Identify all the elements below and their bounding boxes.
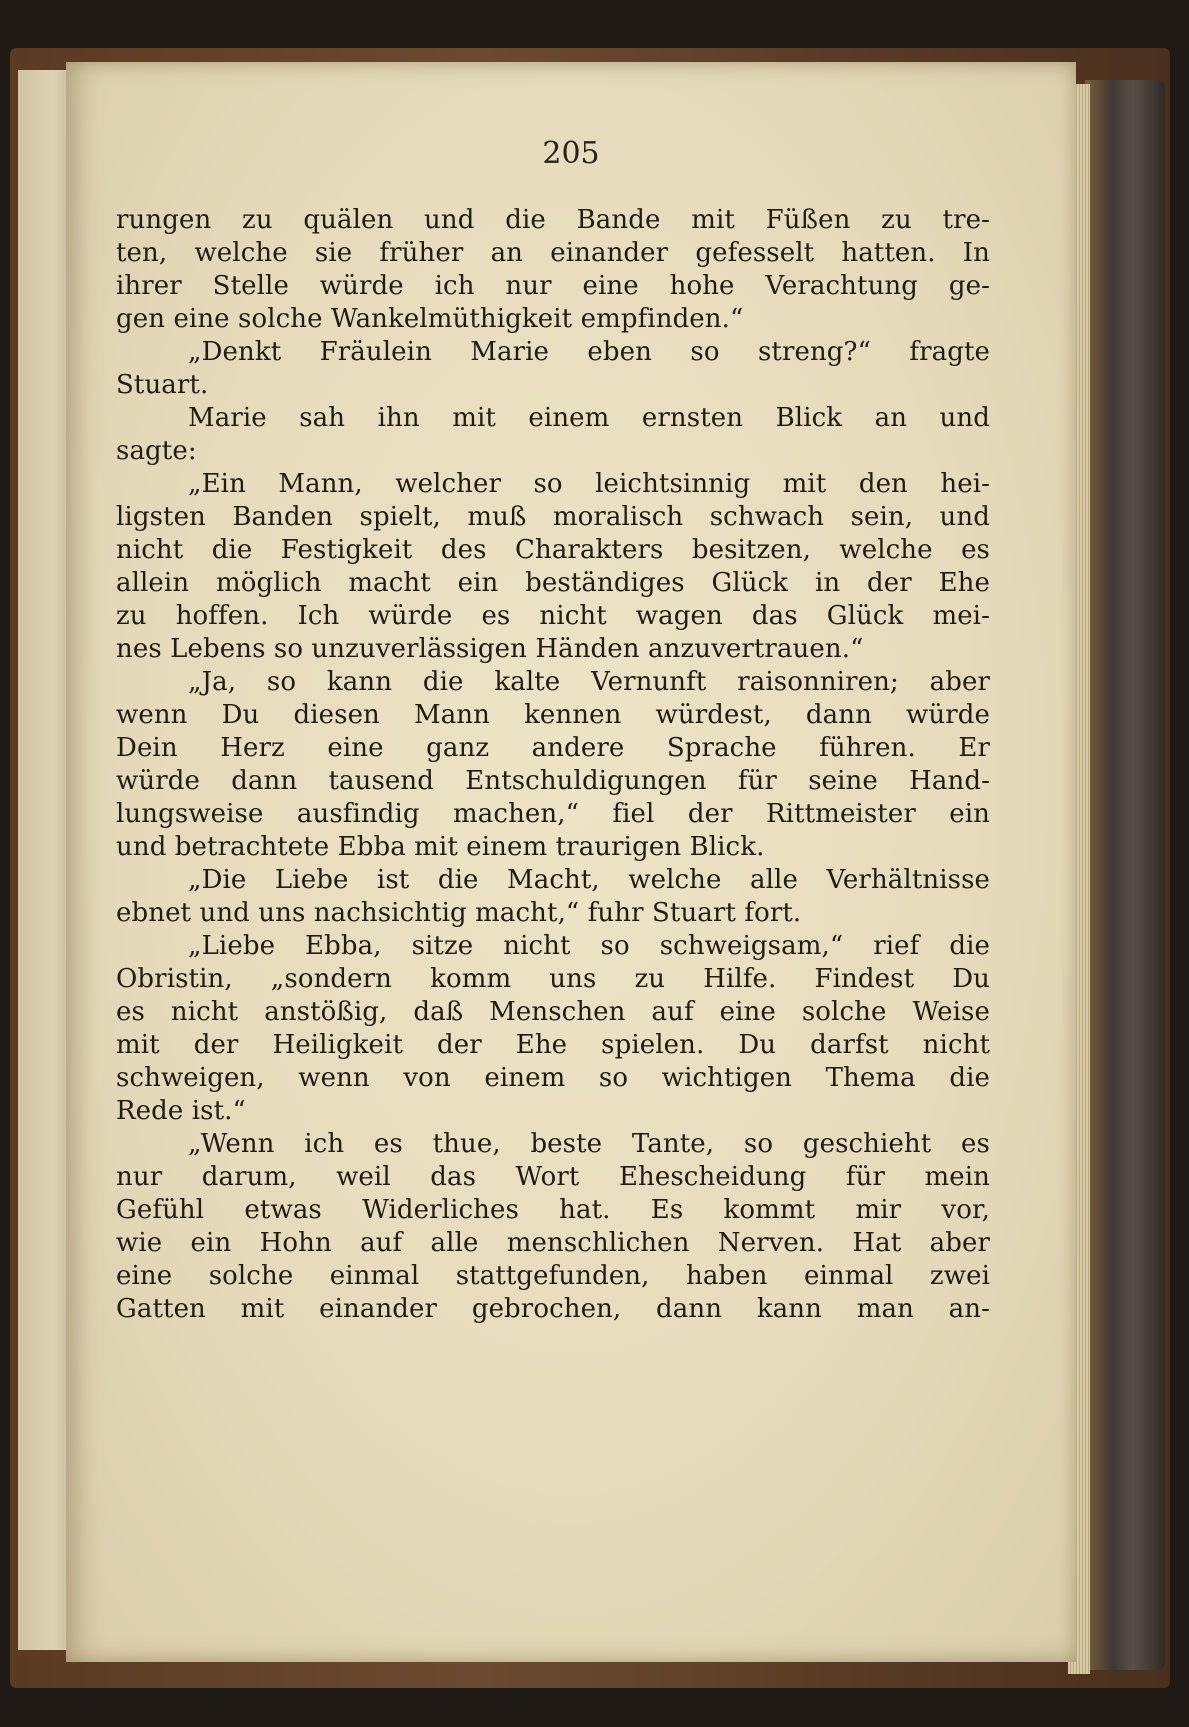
text-line: lungsweise ausfindig machen,“ fiel der Rittmeister ein	[116, 799, 990, 829]
text-line: würde dann tausend Entschuldigungen für seine Hand-	[116, 766, 990, 796]
text-line: allein möglich macht ein beständiges Glück in der Ehe	[116, 568, 990, 598]
text-line: ligsten Banden spielt, muß moralisch schwach sein, und	[116, 502, 990, 532]
text-line: schweigen, wenn von einem so wichtigen Thema die	[116, 1063, 990, 1093]
text-line: gen eine solche Wankelmüthigkeit empfinden.“	[116, 304, 744, 334]
text-line: wie ein Hohn auf alle menschlichen Nerven. Hat aber	[116, 1228, 990, 1258]
text-line: Stuart.	[116, 370, 209, 400]
text-line: Rede ist.“	[116, 1096, 246, 1126]
text-line: und betrachtete Ebba mit einem traurigen Blick.	[116, 832, 765, 862]
text-line: nur darum, weil das Wort Ehescheidung für mein	[116, 1162, 990, 1192]
text-line: eine solche einmal stattgefunden, haben einmal zwei	[116, 1261, 990, 1291]
text-line: Gatten mit einander gebrochen, dann kann man an-	[116, 1294, 990, 1324]
text-line: „Denkt Fräulein Marie eben so streng?“ fragte	[188, 337, 990, 367]
body-text	[116, 204, 990, 1326]
text-line: ihrer Stelle würde ich nur eine hohe Verachtung ge-	[116, 271, 990, 301]
book-spine-edge	[1085, 80, 1165, 1670]
text-line: rungen zu quälen und die Bande mit Füßen zu tre-	[116, 205, 990, 235]
text-line: „Ja, so kann die kalte Vernunft raisonniren; aber	[188, 667, 990, 697]
text-line: Obristin, „sondern komm uns zu Hilfe. Findest Du	[116, 964, 990, 994]
text-line: „Die Liebe ist die Macht, welche alle Verhältnisse	[188, 865, 990, 895]
text-line: „Ein Mann, welcher so leichtsinnig mit den hei-	[188, 469, 990, 499]
text-line: sagte:	[116, 436, 197, 466]
text-line: mit der Heiligkeit der Ehe spielen. Du darfst nicht	[116, 1030, 990, 1060]
text-line: nicht die Festigkeit des Charakters besitzen, welche es	[116, 535, 990, 565]
text-line: es nicht anstößig, daß Menschen auf eine solche Weise	[116, 997, 990, 1027]
text-line: Dein Herz eine ganz andere Sprache führen. Er	[116, 733, 990, 763]
text-line: Marie sah ihn mit einem ernsten Blick an und	[188, 403, 990, 433]
text-line: ten, welche sie früher an einander gefesselt hatten. In	[116, 238, 990, 268]
text-line: Gefühl etwas Widerliches hat. Es kommt mir vor,	[116, 1195, 990, 1225]
text-line: zu hoffen. Ich würde es nicht wagen das Glück mei-	[116, 601, 990, 631]
text-line: „Liebe Ebba, sitze nicht so schweigsam,“ rief die	[188, 931, 990, 961]
text-line: ebnet und uns nachsichtig macht,“ fuhr Stuart fort.	[116, 898, 802, 928]
text-line: „Wenn ich es thue, beste Tante, so geschieht es	[188, 1129, 990, 1159]
book-page	[66, 62, 1076, 1662]
text-line: wenn Du diesen Mann kennen würdest, dann würde	[116, 700, 990, 730]
page-number: 205	[542, 136, 600, 171]
text-line: nes Lebens so unzuverlässigen Händen anzuvertrauen.“	[116, 634, 864, 664]
